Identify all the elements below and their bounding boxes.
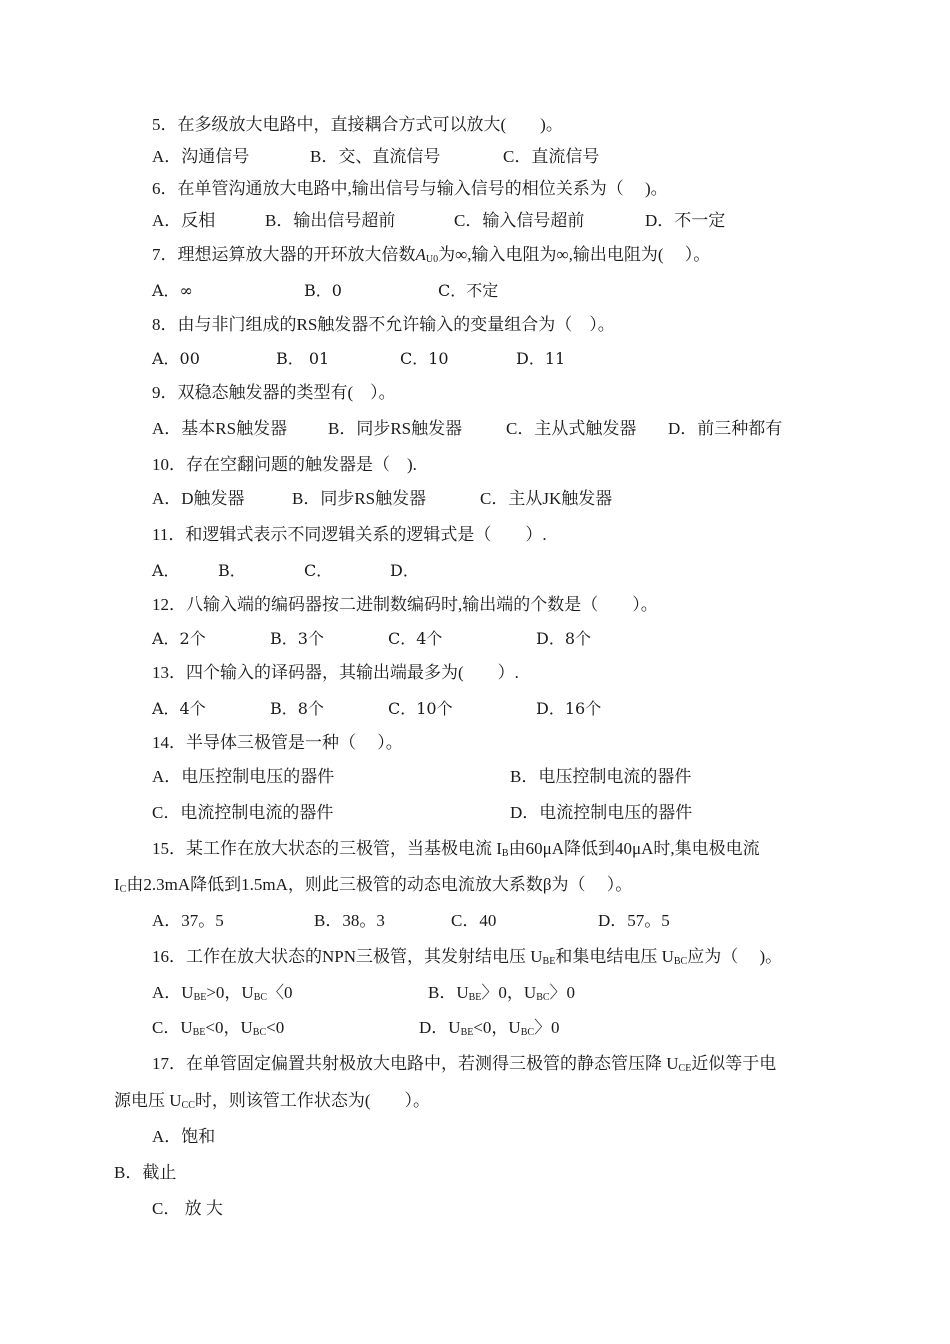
question-8-options (152, 348, 565, 370)
q17-l1-part1: 17．在单管固定偏置共射极放大电路中，若测得三极管的静态管压降 U (152, 1054, 679, 1073)
q8-option-c: C．10 (400, 349, 449, 368)
q17-l2-part2: 时，则该管工作状态为( ）。 (194, 1091, 431, 1110)
q9-option-d: D．前三种都有 (668, 419, 783, 438)
question-10-options (152, 488, 612, 510)
question-14-stem: 14．半导体三极管是一种（ ）。 (152, 733, 403, 752)
q16-c-s2: BC (252, 1027, 267, 1038)
q8-option-a: A．00 (152, 349, 200, 368)
q16-sub2: BC (673, 956, 688, 967)
q16-option-b (428, 982, 575, 1009)
question-11-options (152, 560, 419, 582)
q16-c-s1: BE (192, 1027, 206, 1038)
q13-option-d: D．16个 (536, 699, 602, 718)
q16-a-p2: >0，U (206, 983, 254, 1002)
q8-option-b: B． 01 (276, 349, 330, 368)
q7-stem-part1: 7．理想运算放大器的开环放大倍数 (152, 245, 416, 264)
question-17-stem-line1 (152, 1053, 776, 1080)
question-11-stem: 11．和逻辑式表示不同逻辑关系的逻辑式是（ ）. (152, 525, 547, 544)
q16-option-d (419, 1017, 560, 1044)
q16-b-s1: BE (468, 992, 482, 1003)
q11-option-d: D． (390, 561, 419, 580)
q14-option-b: B．电压控制电流的器件 (510, 767, 692, 786)
q7-option-a: A．∞ (152, 281, 193, 300)
q16-b-p3: 〉0 (549, 983, 576, 1002)
q15-l1-part2: 由60μA降低到40μA时,集电极电流 (508, 839, 760, 858)
q9-option-a: A．基本RS触发器 (152, 419, 288, 438)
q11-option-a: A． (152, 561, 180, 580)
q15-l1-part1: 15．某工作在放大状态的三极管，当基极电流 I (152, 839, 502, 858)
q16-sub1: BE (542, 956, 556, 967)
question-9-options (152, 418, 782, 440)
q17-l2-subscript: CC (181, 1100, 195, 1111)
q16-d-p3: 〉0 (534, 1018, 560, 1037)
question-16-options-row1 (152, 982, 575, 1009)
question-14-options-row2 (152, 802, 692, 824)
q14-option-c: C．电流控制电流的器件 (152, 803, 334, 822)
q6-option-b: B．输出信号超前 (265, 211, 396, 230)
q16-part3: 应为（ )。 (687, 947, 783, 966)
question-6-options (152, 210, 725, 232)
q16-a-s1: BE (193, 992, 207, 1003)
q15-l1-subscript: B (501, 848, 509, 859)
q17-option-b: B．截止 (114, 1163, 177, 1182)
q13-option-b: B．8个 (270, 699, 324, 718)
q16-c-p1: C．U (152, 1018, 193, 1037)
q12-option-a: A．2个 (152, 629, 206, 648)
q15-l2-part2: 由2.3mA降低到1.5mA，则此三极管的动态电流放大系数β为（ ）。 (126, 875, 633, 894)
q16-d-s1: BE (460, 1027, 474, 1038)
q17-option-a: A．饱和 (152, 1127, 216, 1146)
q16-d-p1: D．U (419, 1018, 461, 1037)
question-15-stem-line2 (114, 874, 632, 901)
q17-l1-part2: 近似等于电 (691, 1054, 777, 1073)
q16-part2: 和集电结电压 U (555, 947, 674, 966)
q16-d-s2: BC (520, 1027, 535, 1038)
q5-option-c: C．直流信号 (503, 147, 600, 166)
question-16-options-row2 (152, 1017, 560, 1044)
q11-option-c: C． (304, 561, 333, 580)
q16-b-p2: 〉0，U (481, 983, 537, 1002)
q10-option-c: C．主从JK触发器 (480, 489, 613, 508)
q16-c-p2: <0，U (205, 1018, 253, 1037)
q15-l2-subscript: C (119, 884, 127, 895)
q7-subscript: U0 (425, 254, 439, 265)
q14-option-a: A．电压控制电压的器件 (152, 767, 335, 786)
question-7-stem (152, 244, 710, 271)
q12-option-b: B．3个 (270, 629, 324, 648)
question-5-options (152, 146, 599, 168)
q7-variable: A (415, 245, 426, 264)
question-12-stem: 12．八输入端的编码器按二进制数编码时,输出端的个数是（ ）。 (152, 595, 658, 614)
q13-option-a: A．4个 (152, 699, 206, 718)
q16-a-p1: A．U (152, 983, 194, 1002)
q15-option-b: B．38。3 (314, 911, 385, 930)
q9-option-b: B．同步RS触发器 (328, 419, 463, 438)
question-14-options-row1 (152, 766, 691, 788)
q16-option-c (152, 1017, 419, 1044)
q12-option-d: D．8个 (536, 629, 592, 648)
q10-option-a: A．D触发器 (152, 489, 245, 508)
question-16-stem (152, 946, 782, 973)
q6-option-d: D．不一定 (645, 211, 726, 230)
q6-option-c: C．输入信号超前 (454, 211, 585, 230)
q6-option-a: A．反相 (152, 211, 216, 230)
q17-l1-subscript: CE (678, 1063, 692, 1074)
q5-option-b: B．交、直流信号 (310, 147, 441, 166)
q15-option-a: A．37。5 (152, 911, 224, 930)
q11-option-b: B． (218, 561, 246, 580)
question-13-stem: 13．四个输入的译码器，其输出端最多为( ）. (152, 663, 519, 682)
q16-a-s2: BC (253, 992, 268, 1003)
question-9-stem: 9．双稳态触发器的类型有( ）。 (152, 383, 396, 402)
q16-b-s2: BC (536, 992, 550, 1003)
q5-option-a: A．沟通信号 (152, 147, 250, 166)
q7-option-c: C．不定 (438, 281, 499, 300)
question-15-options (152, 910, 670, 932)
q17-option-c: C． 放 大 (152, 1199, 223, 1218)
q16-part1: 16．工作在放大状态的NPN三极管，其发射结电压 U (152, 947, 543, 966)
question-13-options (152, 698, 601, 720)
q16-a-p3: 〈0 (267, 983, 293, 1002)
question-8-stem: 8．由与非门组成的RS触发器不允许输入的变量组合为（ ）。 (152, 315, 615, 334)
q10-option-b: B．同步RS触发器 (292, 489, 427, 508)
q16-option-a (152, 982, 428, 1009)
q16-b-p1: B．U (428, 983, 469, 1002)
q15-option-d: D．57。5 (598, 911, 670, 930)
q14-option-d: D．电流控制电压的器件 (510, 803, 693, 822)
q8-option-d: D．11 (516, 349, 566, 368)
question-7-options (152, 280, 498, 302)
q16-d-p2: <0，U (473, 1018, 521, 1037)
q17-l2-part1: 源电压 U (114, 1091, 182, 1110)
question-5-stem: 5．在多级放大电路中，直接耦合方式可以放大( )。 (152, 115, 563, 134)
question-12-options (152, 628, 591, 650)
q7-option-b: B．0 (304, 281, 342, 300)
question-6-stem: 6．在单管沟通放大电路中,输出信号与输入信号的相位关系为（ )。 (152, 179, 668, 198)
q13-option-c: C．10个 (388, 699, 453, 718)
q16-c-p3: <0 (266, 1018, 285, 1037)
q15-l2-part1: I (114, 875, 120, 894)
q7-stem-part2: 为∞,输入电阻为∞,输出电阻为( ）。 (438, 245, 711, 264)
question-10-stem: 10．存在空翻问题的触发器是（ ). (152, 455, 417, 474)
question-15-stem-line1 (152, 838, 760, 865)
q15-option-c: C．40 (451, 911, 497, 930)
question-17-stem-line2 (114, 1090, 430, 1117)
q9-option-c: C．主从式触发器 (506, 419, 637, 438)
q12-option-c: C．4个 (388, 629, 443, 648)
